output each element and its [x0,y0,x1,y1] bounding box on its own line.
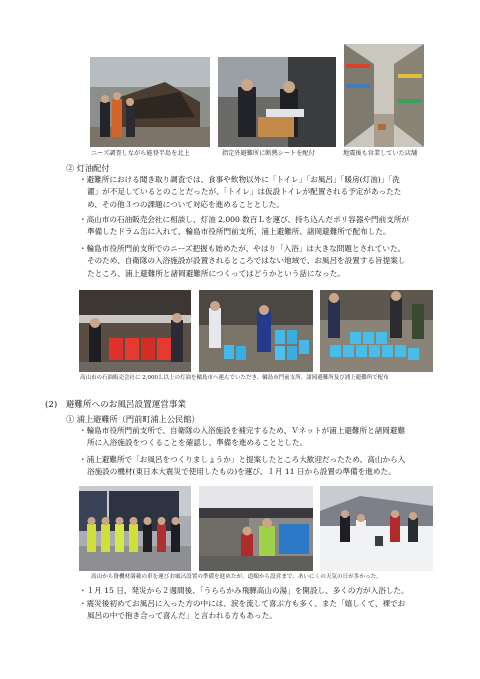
photo-damaged-house [90,57,210,147]
paragraph-kerosene-3: ・輪島市役所門前支所でのニーズ把握も始めたが、やはり「入浴」は大きな問題とされていた。 そのため、自衛隊の入浴施設が設置されるところではない地域で、お風呂を設置する旨提案し たところ、浦上避難所と諸岡避難所につくってはどうかという話になった。 [79,244,406,278]
photo-caption-kerosene: 高山市の石油販売会社に 2,000Ｌ以上の灯油を輪島市へ運んでいただき、輪島市門前支所、諸岡避難所及び浦上避難所で配布 [80,375,389,381]
paragraph-kerosene-1: ・避難所における聞き取り調査では、食事や飲物以外に「トイレ」「お風呂」「暖房(灯油)」「洗 濯」が不足しているとのことだったが、「トイレ」は仮設トイレが配置される予定があったた め、その他３つの課題について対応を進めることとした。 [79,175,402,209]
photo-store-aisle [344,44,424,147]
photo-caption-1: ニーズ調査しながら能登半島を北上 [91,150,190,157]
photo-kerosene-tanks [199,290,313,372]
paragraph-bath-4: ・震災後初めてお風呂に入った方の中には、涙を流して喜ぶ方も多く、また「嬉しくて、裸でお 風呂の中で抱き合って喜んだ」と言われる方もあった。 [79,599,406,621]
photo-truck-team [79,486,191,571]
paragraph-kerosene-2: ・高山市の石油販売会社に相談し、灯油 2,000 数百Ｌを運び、持ち込んだポリ容器や門前支所が 準備したドラム缶に入れて、輪島市役所門前支所、浦上避難所、諸岡避難所で配布した。 [79,215,410,237]
photo-caption-3: 地震後も営業していた店舗 [343,150,418,157]
paragraph-bath-1: ・輪島市役所門前支所で、自衛隊の入浴施設を補完するため、Ｖネットが浦上避難所と諸岡避難 所に入浴施設をつくることを確認し、準備を進めることとした。 [79,426,406,448]
paragraph-bath-3: ・１月 15 日、発災から２週間後、「うららかみ飛騨高山の湯」を開設し、多くの方が入浴した。 [79,586,409,595]
photo-kerosene-cans [79,290,191,372]
heading-kerosene: ② 灯油配付 [66,163,110,173]
photo-caption-bath: 高山から資機材満載の車を運びお風呂設置の準備を進めたが、道順から設営まで、あいにくの天気の日が多かった。 [91,574,382,580]
photo-insulation-sheet [218,57,336,147]
heading-urakami: ① 浦上避難所（門前町浦上公民館） [66,414,200,424]
photo-snowy-site [320,486,433,571]
heading-bath-project: (2) 避難所へのお風呂設置運営事業 [45,400,187,410]
photo-bath-setup [199,486,313,571]
photo-kerosene-containers [320,290,433,372]
photo-caption-2: 指定外避難所に断熱シートを配付 [222,150,315,157]
paragraph-bath-2: ・浦上避難所で「お風呂をつくりましょうか」と提案したところ大歓迎だったため、高山から入 浴施設の機材(東日本大震災で使用したもの)を運び、１月 11 日から設置の準備を進めた。 [79,455,406,477]
